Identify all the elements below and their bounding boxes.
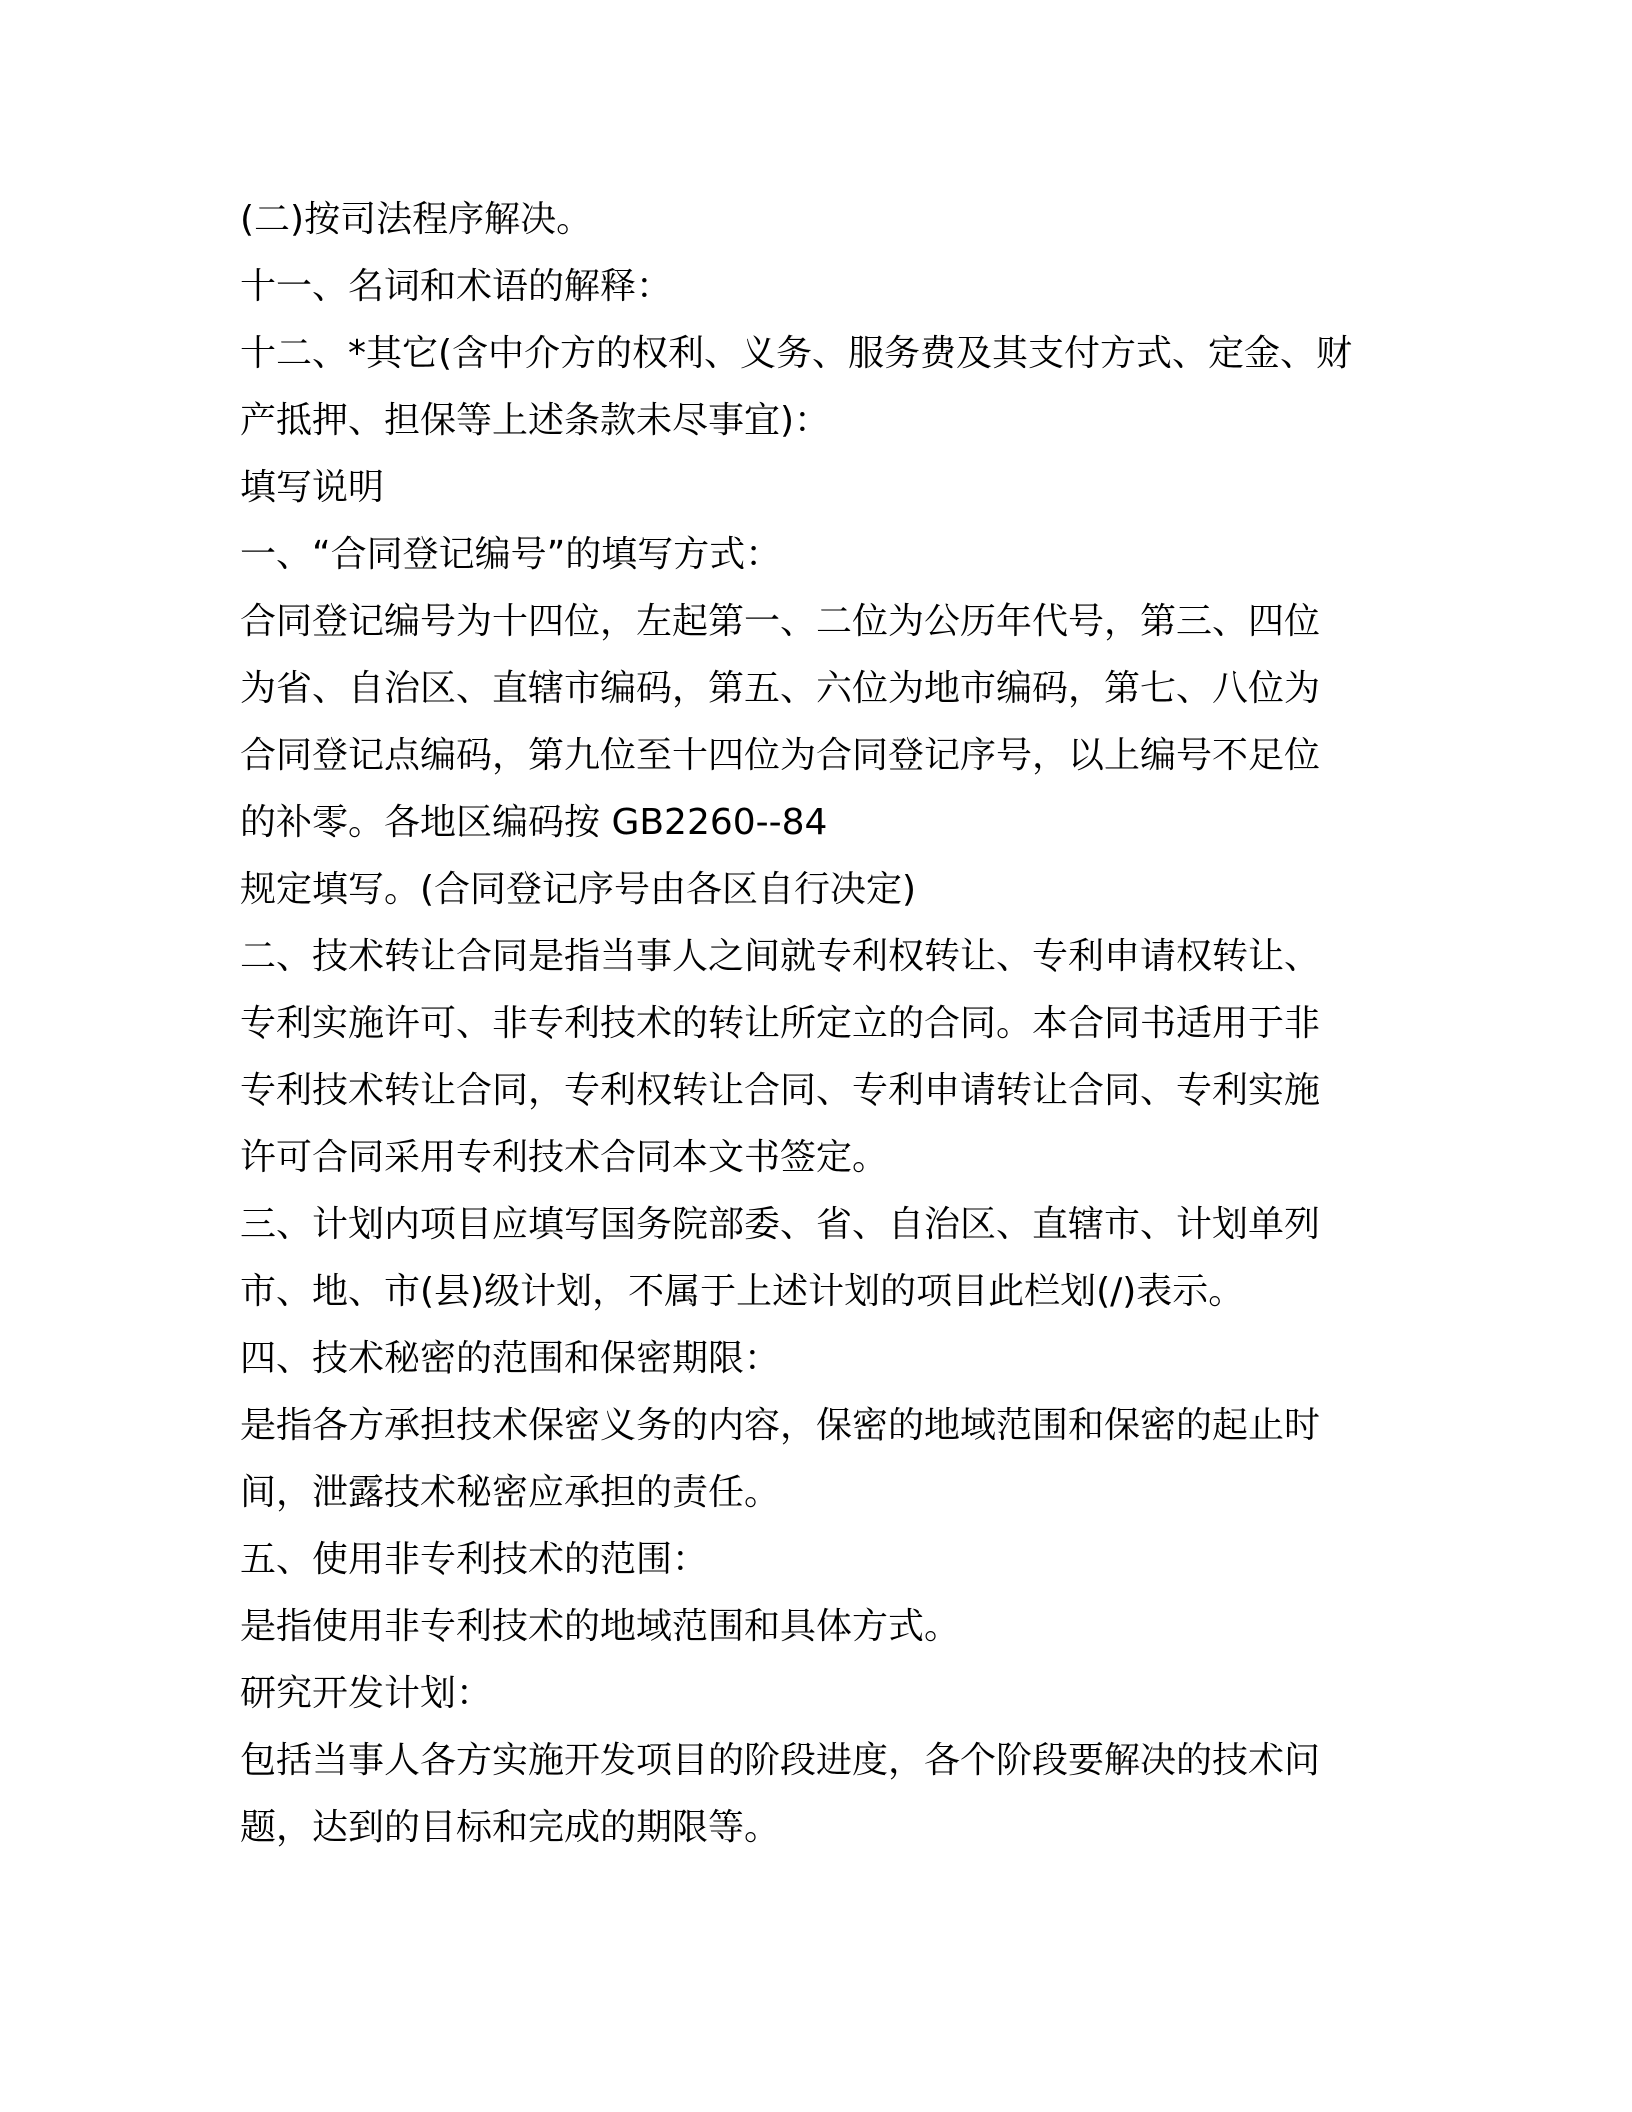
text-line-judicial-procedure: (二)按司法程序解决。 [240, 199, 593, 240]
section-heading-instructions: 填写说明 [240, 467, 385, 508]
text-line-registration-number-2: 为省、自治区、直辖市编码，第五、六位为地市编码，第七、八位为 [240, 668, 1321, 709]
text-line-terms-explanation: 十一、名词和术语的解释： [240, 266, 673, 307]
text-line-secrecy-2: 间，泄露技术秘密应承担的责任。 [240, 1472, 781, 1513]
text-line-other-matters: 十二、*其它(含中介方的权利、义务、服务费及其支付方式、定金、财 [240, 333, 1353, 374]
text-line-transfer-contract-1: 二、技术转让合同是指当事人之间就专利权转让、专利申请权转让、 [240, 936, 1321, 977]
text-line-usage-scope-heading: 五、使用非专利技术的范围： [240, 1539, 709, 1580]
text-line-transfer-contract-2: 专利实施许可、非专利技术的转让所定立的合同。本合同书适用于非 [240, 1003, 1321, 1044]
text-line-registration-number-4: 的补零。各地区编码按 GB2260--84 [240, 802, 828, 843]
text-line-secrecy-heading: 四、技术秘密的范围和保密期限： [240, 1338, 781, 1379]
text-line-planned-projects-2: 市、地、市(县)级计划，不属于上述计划的项目此栏划(/)表示。 [240, 1271, 1245, 1312]
text-line-transfer-contract-4: 许可合同采用专利技术合同本文书签定。 [240, 1137, 889, 1178]
text-line-secrecy-1: 是指各方承担技术保密义务的内容，保密的地域范围和保密的起止时 [240, 1405, 1321, 1446]
text-line-rd-plan-2: 题，达到的目标和完成的期限等。 [240, 1807, 781, 1848]
text-line-rd-plan-heading: 研究开发计划： [240, 1673, 493, 1714]
text-line-registration-number-3: 合同登记点编码，第九位至十四位为合同登记序号，以上编号不足位 [240, 735, 1321, 776]
text-line-transfer-contract-3: 专利技术转让合同，专利权转让合同、专利申请转让合同、专利实施 [240, 1070, 1321, 1111]
text-line-registration-number-heading: 一、“合同登记编号”的填写方式： [240, 534, 782, 575]
text-line-usage-scope: 是指使用非专利技术的地域范围和具体方式。 [240, 1606, 961, 1647]
text-line-rd-plan-1: 包括当事人各方实施开发项目的阶段进度，各个阶段要解决的技术问 [240, 1740, 1321, 1781]
text-line-registration-number-1: 合同登记编号为十四位，左起第一、二位为公历年代号，第三、四位 [240, 601, 1321, 642]
text-line-other-matters-cont: 产抵押、担保等上述条款未尽事宜)： [240, 400, 831, 441]
text-line-planned-projects-1: 三、计划内项目应填写国务院部委、省、自治区、直辖市、计划单列 [240, 1204, 1321, 1245]
document-page [240, 186, 1400, 1861]
text-line-registration-number-5: 规定填写。(合同登记序号由各区自行决定) [240, 869, 917, 910]
